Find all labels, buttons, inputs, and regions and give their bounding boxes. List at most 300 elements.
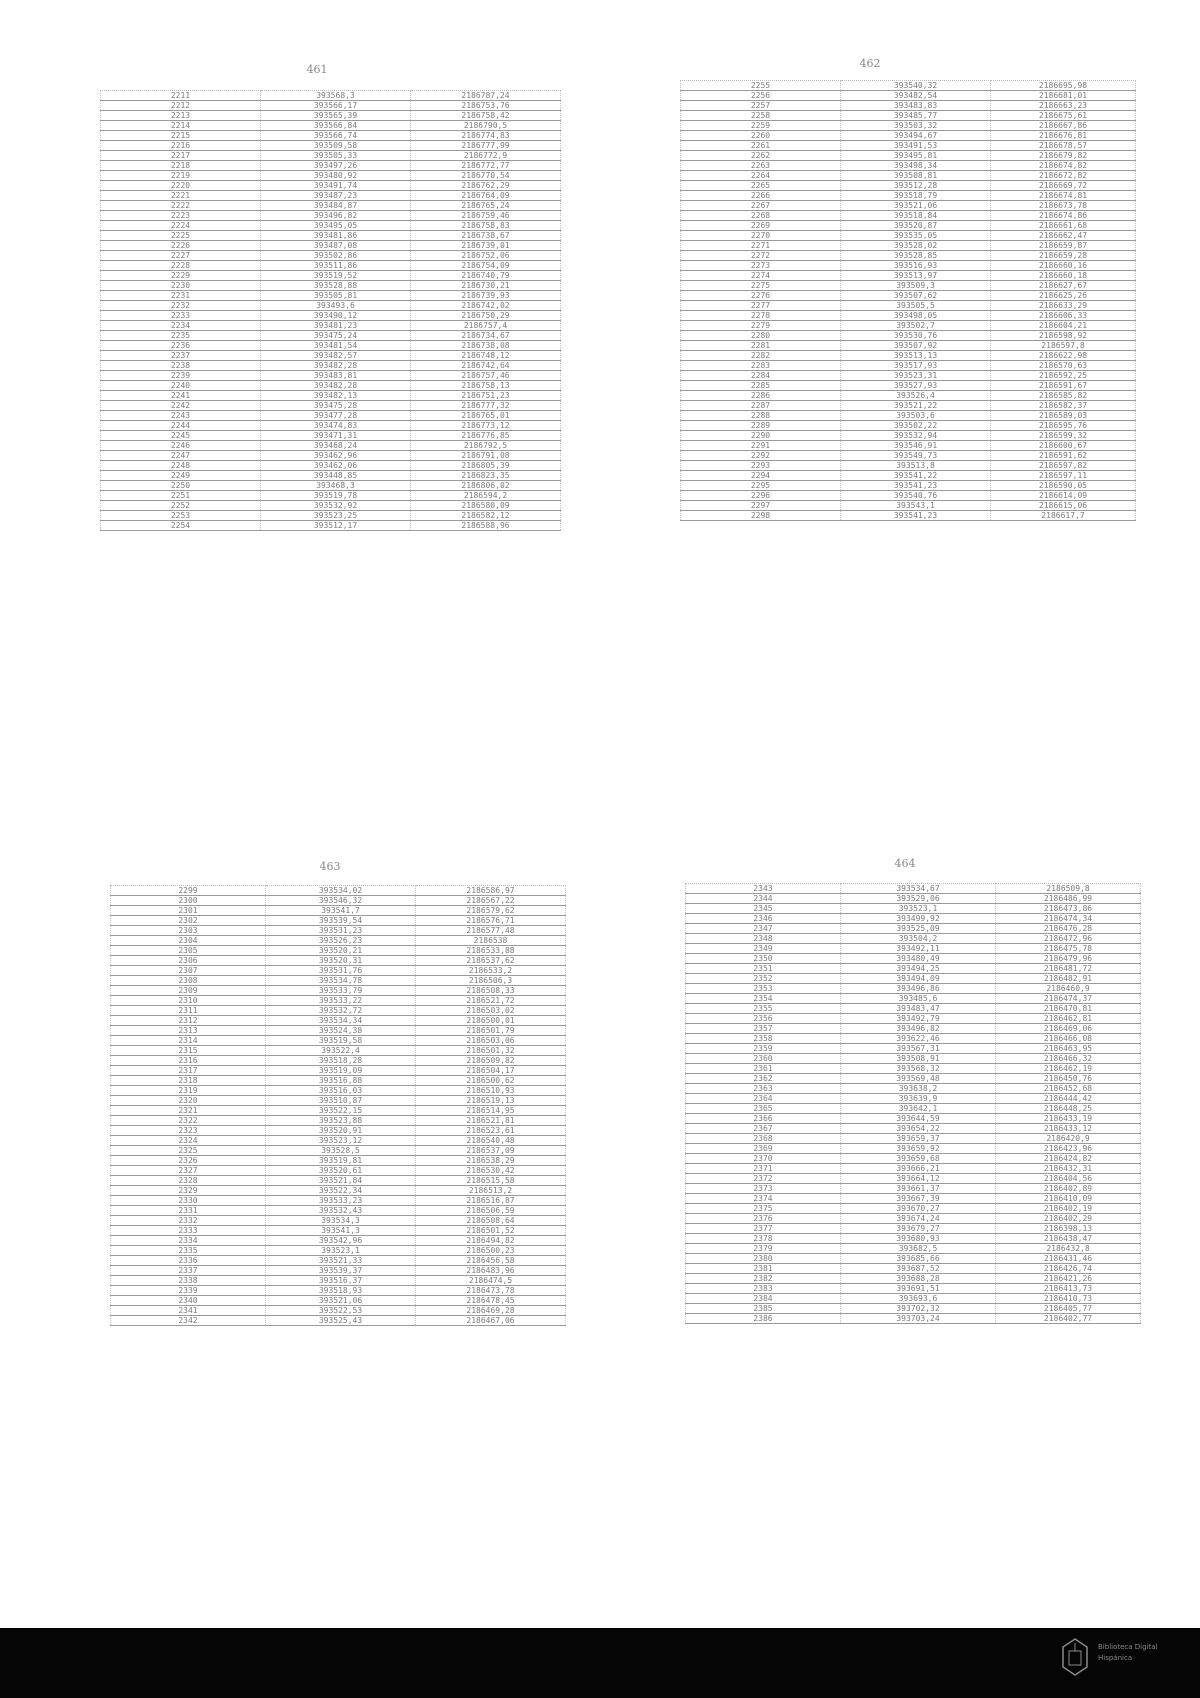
- table-row: [681, 481, 1136, 491]
- x-coordinate-cell: 393523,88: [266, 1116, 416, 1126]
- table-row: [681, 171, 1136, 181]
- table-row: [686, 1164, 1141, 1174]
- y-coordinate-cell: 2186500,62: [416, 1076, 566, 1086]
- point-number-cell: 2344: [686, 894, 841, 904]
- y-coordinate-cell: 2186537,09: [416, 1146, 566, 1156]
- table-row: [101, 291, 561, 301]
- page-label-463: 463: [319, 860, 341, 873]
- point-number-cell: 2313: [111, 1026, 266, 1036]
- y-coordinate-cell: 2186582,12: [411, 511, 561, 521]
- point-number-cell: 2300: [111, 896, 266, 906]
- y-coordinate-cell: 2186669,72: [991, 181, 1136, 191]
- y-coordinate-cell: 2186570,63: [991, 361, 1136, 371]
- table-row: [686, 1144, 1141, 1154]
- point-number-cell: 2383: [686, 1284, 841, 1294]
- table-row: [111, 1076, 566, 1086]
- table-row: [686, 1014, 1141, 1024]
- table-row: [686, 1094, 1141, 1104]
- point-number-cell: 2245: [101, 431, 261, 441]
- point-number-cell: 2307: [111, 966, 266, 976]
- x-coordinate-cell: 393525,43: [266, 1316, 416, 1326]
- point-number-cell: 2365: [686, 1104, 841, 1114]
- point-number-cell: 2386: [686, 1314, 841, 1324]
- table-row: [681, 231, 1136, 241]
- y-coordinate-cell: 2186659,87: [991, 241, 1136, 251]
- x-coordinate-cell: 393485,6: [841, 994, 996, 1004]
- point-number-cell: 2213: [101, 111, 261, 121]
- table-row: [681, 221, 1136, 231]
- x-coordinate-cell: 393513,13: [841, 351, 991, 361]
- point-number-cell: 2343: [686, 884, 841, 894]
- point-number-cell: 2211: [101, 91, 261, 101]
- y-coordinate-cell: 2186764,09: [411, 191, 561, 201]
- x-coordinate-cell: 393519,81: [266, 1156, 416, 1166]
- x-coordinate-cell: 393520,91: [266, 1126, 416, 1136]
- x-coordinate-cell: 393480,49: [841, 954, 996, 964]
- table-row: [101, 351, 561, 361]
- coordinate-table-461: [100, 90, 561, 531]
- point-number-cell: 2335: [111, 1246, 266, 1256]
- point-number-cell: 2254: [101, 521, 261, 531]
- table-row: [111, 926, 566, 936]
- point-number-cell: 2259: [681, 121, 841, 131]
- x-coordinate-cell: 393702,32: [841, 1304, 996, 1314]
- y-coordinate-cell: 2186617,7: [991, 511, 1136, 521]
- table-row: [686, 1134, 1141, 1144]
- y-coordinate-cell: 2186674,81: [991, 191, 1136, 201]
- point-number-cell: 2280: [681, 331, 841, 341]
- table-row: [101, 471, 561, 481]
- point-number-cell: 2362: [686, 1074, 841, 1084]
- table-row: [111, 1316, 566, 1326]
- point-number-cell: 2311: [111, 1006, 266, 1016]
- y-coordinate-cell: 2186466,32: [996, 1054, 1141, 1064]
- y-coordinate-cell: 2186538,29: [416, 1156, 566, 1166]
- table-row: [111, 1106, 566, 1116]
- y-coordinate-cell: 2186600,67: [991, 441, 1136, 451]
- point-number-cell: 2339: [111, 1286, 266, 1296]
- point-number-cell: 2292: [681, 451, 841, 461]
- table-row: [101, 201, 561, 211]
- x-coordinate-cell: 393532,92: [261, 501, 411, 511]
- y-coordinate-cell: 2186777,99: [411, 141, 561, 151]
- y-coordinate-cell: 2186754,09: [411, 261, 561, 271]
- table-row: [686, 1314, 1141, 1324]
- y-coordinate-cell: 2186567,22: [416, 896, 566, 906]
- x-coordinate-cell: 393508,81: [841, 171, 991, 181]
- y-coordinate-cell: 2186473,86: [996, 904, 1141, 914]
- footer-bar: [0, 1628, 1200, 1698]
- x-coordinate-cell: 393521,84: [266, 1176, 416, 1186]
- point-number-cell: 2270: [681, 231, 841, 241]
- y-coordinate-cell: 2186748,12: [411, 351, 561, 361]
- y-coordinate-cell: 2186433,19: [996, 1114, 1141, 1124]
- point-number-cell: 2357: [686, 1024, 841, 1034]
- point-number-cell: 2222: [101, 201, 261, 211]
- point-number-cell: 2218: [101, 161, 261, 171]
- table-row: [686, 1264, 1141, 1274]
- table-row: [686, 884, 1141, 894]
- y-coordinate-cell: 2186501,79: [416, 1026, 566, 1036]
- point-number-cell: 2298: [681, 511, 841, 521]
- table-row: [686, 924, 1141, 934]
- table-row: [111, 986, 566, 996]
- point-number-cell: 2332: [111, 1216, 266, 1226]
- x-coordinate-cell: 393528,85: [841, 251, 991, 261]
- x-coordinate-cell: 393481,54: [261, 341, 411, 351]
- x-coordinate-cell: 393568,3: [261, 91, 411, 101]
- point-number-cell: 2231: [101, 291, 261, 301]
- point-number-cell: 2381: [686, 1264, 841, 1274]
- x-coordinate-cell: 393533,23: [266, 1196, 416, 1206]
- table-row: [686, 894, 1141, 904]
- y-coordinate-cell: 2186772,9: [411, 151, 561, 161]
- point-number-cell: 2377: [686, 1224, 841, 1234]
- point-number-cell: 2373: [686, 1184, 841, 1194]
- table-row: [681, 201, 1136, 211]
- point-number-cell: 2283: [681, 361, 841, 371]
- y-coordinate-cell: 2186627,67: [991, 281, 1136, 291]
- table-row: [111, 1086, 566, 1096]
- point-number-cell: 2230: [101, 281, 261, 291]
- y-coordinate-cell: 2186695,98: [991, 81, 1136, 91]
- x-coordinate-cell: 393680,93: [841, 1234, 996, 1244]
- x-coordinate-cell: 393664,12: [841, 1174, 996, 1184]
- table-row: [686, 1254, 1141, 1264]
- point-number-cell: 2286: [681, 391, 841, 401]
- point-number-cell: 2324: [111, 1136, 266, 1146]
- x-coordinate-cell: 393674,24: [841, 1214, 996, 1224]
- table-row: [111, 1146, 566, 1156]
- x-coordinate-cell: 393495,81: [841, 151, 991, 161]
- table-row: [681, 321, 1136, 331]
- table-row: [686, 1304, 1141, 1314]
- x-coordinate-cell: 393496,86: [841, 984, 996, 994]
- table-row: [681, 141, 1136, 151]
- x-coordinate-cell: 393534,67: [841, 884, 996, 894]
- x-coordinate-cell: 393534,02: [266, 886, 416, 896]
- library-emblem-icon: [1060, 1637, 1090, 1677]
- y-coordinate-cell: 2186597,82: [991, 461, 1136, 471]
- point-number-cell: 2237: [101, 351, 261, 361]
- table-row: [101, 411, 561, 421]
- table-row: [111, 1216, 566, 1226]
- y-coordinate-cell: 2186739,01: [411, 241, 561, 251]
- point-number-cell: 2382: [686, 1274, 841, 1284]
- point-number-cell: 2251: [101, 491, 261, 501]
- x-coordinate-cell: 393521,06: [266, 1296, 416, 1306]
- y-coordinate-cell: 2186663,23: [991, 101, 1136, 111]
- table-row: [686, 934, 1141, 944]
- y-coordinate-cell: 2186410,73: [996, 1294, 1141, 1304]
- y-coordinate-cell: 2186514,95: [416, 1106, 566, 1116]
- y-coordinate-cell: 2186576,71: [416, 916, 566, 926]
- point-number-cell: 2368: [686, 1134, 841, 1144]
- x-coordinate-cell: 393482,57: [261, 351, 411, 361]
- point-number-cell: 2288: [681, 411, 841, 421]
- table-row: [681, 411, 1136, 421]
- x-coordinate-cell: 393499,92: [841, 914, 996, 924]
- point-number-cell: 2260: [681, 131, 841, 141]
- y-coordinate-cell: 2186509,8: [996, 884, 1141, 894]
- x-coordinate-cell: 393546,32: [266, 896, 416, 906]
- x-coordinate-cell: 393534,78: [266, 976, 416, 986]
- x-coordinate-cell: 393533,22: [266, 996, 416, 1006]
- y-coordinate-cell: 2186787,24: [411, 91, 561, 101]
- table-row: [111, 1046, 566, 1056]
- table-row: [101, 131, 561, 141]
- x-coordinate-cell: 393532,94: [841, 431, 991, 441]
- x-coordinate-cell: 393494,25: [841, 964, 996, 974]
- point-number-cell: 2376: [686, 1214, 841, 1224]
- x-coordinate-cell: 393503,6: [841, 411, 991, 421]
- x-coordinate-cell: 393521,22: [841, 401, 991, 411]
- y-coordinate-cell: 2186533,2: [416, 966, 566, 976]
- y-coordinate-cell: 2186762,29: [411, 181, 561, 191]
- y-coordinate-cell: 2186730,21: [411, 281, 561, 291]
- table-row: [111, 1026, 566, 1036]
- x-coordinate-cell: 393495,05: [261, 221, 411, 231]
- x-coordinate-cell: 393504,2: [841, 934, 996, 944]
- x-coordinate-cell: 393496,82: [841, 1024, 996, 1034]
- y-coordinate-cell: 2186433,12: [996, 1124, 1141, 1134]
- x-coordinate-cell: 393679,27: [841, 1224, 996, 1234]
- table-row: [101, 331, 561, 341]
- x-coordinate-cell: 393503,32: [841, 121, 991, 131]
- point-number-cell: 2220: [101, 181, 261, 191]
- table-row: [101, 441, 561, 451]
- point-number-cell: 2318: [111, 1076, 266, 1086]
- point-number-cell: 2378: [686, 1234, 841, 1244]
- y-coordinate-cell: 2186791,08: [411, 451, 561, 461]
- table-row: [681, 211, 1136, 221]
- x-coordinate-cell: 393691,51: [841, 1284, 996, 1294]
- table-row: [686, 1214, 1141, 1224]
- y-coordinate-cell: 2186674,82: [991, 161, 1136, 171]
- x-coordinate-cell: 393659,37: [841, 1134, 996, 1144]
- table-row: [111, 1036, 566, 1046]
- x-coordinate-cell: 393522,4: [266, 1046, 416, 1056]
- y-coordinate-cell: 2186476,28: [996, 924, 1141, 934]
- table-row: [101, 181, 561, 191]
- y-coordinate-cell: 2186450,76: [996, 1074, 1141, 1084]
- y-coordinate-cell: 2186589,03: [991, 411, 1136, 421]
- y-coordinate-cell: 2186538: [416, 936, 566, 946]
- table-row: [686, 1234, 1141, 1244]
- y-coordinate-cell: 2186599,32: [991, 431, 1136, 441]
- x-coordinate-cell: 393523,1: [266, 1246, 416, 1256]
- y-coordinate-cell: 2186633,29: [991, 301, 1136, 311]
- x-coordinate-cell: 393541,22: [841, 471, 991, 481]
- x-coordinate-cell: 393448,85: [261, 471, 411, 481]
- x-coordinate-cell: 393527,93: [841, 381, 991, 391]
- y-coordinate-cell: 2186792,5: [411, 441, 561, 451]
- point-number-cell: 2379: [686, 1244, 841, 1254]
- point-number-cell: 2234: [101, 321, 261, 331]
- x-coordinate-cell: 393569,48: [841, 1074, 996, 1084]
- x-coordinate-cell: 393528,02: [841, 241, 991, 251]
- x-coordinate-cell: 393522,15: [266, 1106, 416, 1116]
- table-row: [681, 271, 1136, 281]
- x-coordinate-cell: 393688,28: [841, 1274, 996, 1284]
- point-number-cell: 2361: [686, 1064, 841, 1074]
- x-coordinate-cell: 393502,22: [841, 421, 991, 431]
- table-row: [111, 1006, 566, 1016]
- x-coordinate-cell: 393541,7: [266, 906, 416, 916]
- y-coordinate-cell: 2186681,01: [991, 91, 1136, 101]
- table-row: [681, 471, 1136, 481]
- point-number-cell: 2371: [686, 1164, 841, 1174]
- point-number-cell: 2212: [101, 101, 261, 111]
- x-coordinate-cell: 393462,06: [261, 461, 411, 471]
- point-number-cell: 2249: [101, 471, 261, 481]
- table-row: [681, 421, 1136, 431]
- table-row: [681, 161, 1136, 171]
- y-coordinate-cell: 2186473,78: [416, 1286, 566, 1296]
- y-coordinate-cell: 2186606,33: [991, 311, 1136, 321]
- y-coordinate-cell: 2186679,82: [991, 151, 1136, 161]
- y-coordinate-cell: 2186597,8: [991, 341, 1136, 351]
- point-number-cell: 2322: [111, 1116, 266, 1126]
- y-coordinate-cell: 2186777,32: [411, 401, 561, 411]
- table-row: [686, 1064, 1141, 1074]
- x-coordinate-cell: 393528,5: [266, 1146, 416, 1156]
- x-coordinate-cell: 393483,81: [261, 371, 411, 381]
- point-number-cell: 2265: [681, 181, 841, 191]
- table-row: [686, 1184, 1141, 1194]
- y-coordinate-cell: 2186759,46: [411, 211, 561, 221]
- x-coordinate-cell: 393667,39: [841, 1194, 996, 1204]
- table-row: [111, 896, 566, 906]
- y-coordinate-cell: 2186597,11: [991, 471, 1136, 481]
- y-coordinate-cell: 2186410,09: [996, 1194, 1141, 1204]
- point-number-cell: 2267: [681, 201, 841, 211]
- point-number-cell: 2236: [101, 341, 261, 351]
- point-number-cell: 2360: [686, 1054, 841, 1064]
- y-coordinate-cell: 2186431,46: [996, 1254, 1141, 1264]
- y-coordinate-cell: 2186765,01: [411, 411, 561, 421]
- table-row: [101, 251, 561, 261]
- x-coordinate-cell: 393484,87: [261, 201, 411, 211]
- point-number-cell: 2336: [111, 1256, 266, 1266]
- x-coordinate-cell: 393520,87: [841, 221, 991, 231]
- x-coordinate-cell: 393505,33: [261, 151, 411, 161]
- y-coordinate-cell: 2186676,81: [991, 131, 1136, 141]
- y-coordinate-cell: 2186462,19: [996, 1064, 1141, 1074]
- table-row: [681, 151, 1136, 161]
- table-row: [101, 341, 561, 351]
- table-row: [101, 371, 561, 381]
- x-coordinate-cell: 393531,23: [266, 926, 416, 936]
- x-coordinate-cell: 393516,93: [841, 261, 991, 271]
- point-number-cell: 2312: [111, 1016, 266, 1026]
- y-coordinate-cell: 2186806,02: [411, 481, 561, 491]
- x-coordinate-cell: 393482,54: [841, 91, 991, 101]
- x-coordinate-cell: 393566,84: [261, 121, 411, 131]
- table-row: [681, 361, 1136, 371]
- point-number-cell: 2228: [101, 261, 261, 271]
- x-coordinate-cell: 393490,12: [261, 311, 411, 321]
- y-coordinate-cell: 2186452,68: [996, 1084, 1141, 1094]
- table-row: [111, 936, 566, 946]
- x-coordinate-cell: 393520,21: [266, 946, 416, 956]
- point-number-cell: 2242: [101, 401, 261, 411]
- x-coordinate-cell: 393546,91: [841, 441, 991, 451]
- x-coordinate-cell: 393523,1: [841, 904, 996, 914]
- point-number-cell: 2246: [101, 441, 261, 451]
- table-row: [681, 381, 1136, 391]
- point-number-cell: 2364: [686, 1094, 841, 1104]
- footer-line-1: Biblioteca Digital: [1098, 1643, 1158, 1651]
- y-coordinate-cell: 2186503,06: [416, 1036, 566, 1046]
- table-row: [686, 914, 1141, 924]
- table-row: [111, 1066, 566, 1076]
- x-coordinate-cell: 393534,34: [266, 1016, 416, 1026]
- table-row: [681, 251, 1136, 261]
- table-row: [681, 491, 1136, 501]
- x-coordinate-cell: 393512,17: [261, 521, 411, 531]
- table-row: [686, 1294, 1141, 1304]
- x-coordinate-cell: 393703,24: [841, 1314, 996, 1324]
- x-coordinate-cell: 393513,8: [841, 461, 991, 471]
- table-row: [111, 1206, 566, 1216]
- y-coordinate-cell: 2186467,06: [416, 1316, 566, 1326]
- y-coordinate-cell: 2186444,42: [996, 1094, 1141, 1104]
- y-coordinate-cell: 2186523,61: [416, 1126, 566, 1136]
- table-row: [101, 271, 561, 281]
- table-row: [101, 101, 561, 111]
- x-coordinate-cell: 393492,79: [841, 1014, 996, 1024]
- point-number-cell: 2301: [111, 906, 266, 916]
- table-row: [681, 131, 1136, 141]
- table-row: [101, 191, 561, 201]
- x-coordinate-cell: 393483,83: [841, 101, 991, 111]
- x-coordinate-cell: 393482,28: [261, 361, 411, 371]
- y-coordinate-cell: 2186521,72: [416, 996, 566, 1006]
- y-coordinate-cell: 2186604,21: [991, 321, 1136, 331]
- x-coordinate-cell: 393542,96: [266, 1236, 416, 1246]
- point-number-cell: 2294: [681, 471, 841, 481]
- table-row: [681, 281, 1136, 291]
- point-number-cell: 2317: [111, 1066, 266, 1076]
- table-row: [681, 91, 1136, 101]
- y-coordinate-cell: 2186402,29: [996, 1214, 1141, 1224]
- table-row: [681, 511, 1136, 521]
- y-coordinate-cell: 2186585,82: [991, 391, 1136, 401]
- y-coordinate-cell: 2186580,09: [411, 501, 561, 511]
- point-number-cell: 2235: [101, 331, 261, 341]
- table-row: [101, 511, 561, 521]
- y-coordinate-cell: 2186577,48: [416, 926, 566, 936]
- table-row: [101, 401, 561, 411]
- table-row: [111, 1136, 566, 1146]
- y-coordinate-cell: 2186478,45: [416, 1296, 566, 1306]
- point-number-cell: 2314: [111, 1036, 266, 1046]
- point-number-cell: 2214: [101, 121, 261, 131]
- x-coordinate-cell: 393522,53: [266, 1306, 416, 1316]
- table-row: [681, 311, 1136, 321]
- y-coordinate-cell: 2186469,06: [996, 1024, 1141, 1034]
- x-coordinate-cell: 393539,37: [266, 1266, 416, 1276]
- point-number-cell: 2226: [101, 241, 261, 251]
- point-number-cell: 2281: [681, 341, 841, 351]
- y-coordinate-cell: 2186678,57: [991, 141, 1136, 151]
- point-number-cell: 2217: [101, 151, 261, 161]
- table-row: [681, 191, 1136, 201]
- point-number-cell: 2320: [111, 1096, 266, 1106]
- y-coordinate-cell: 2186426,74: [996, 1264, 1141, 1274]
- table-row: [686, 1084, 1141, 1094]
